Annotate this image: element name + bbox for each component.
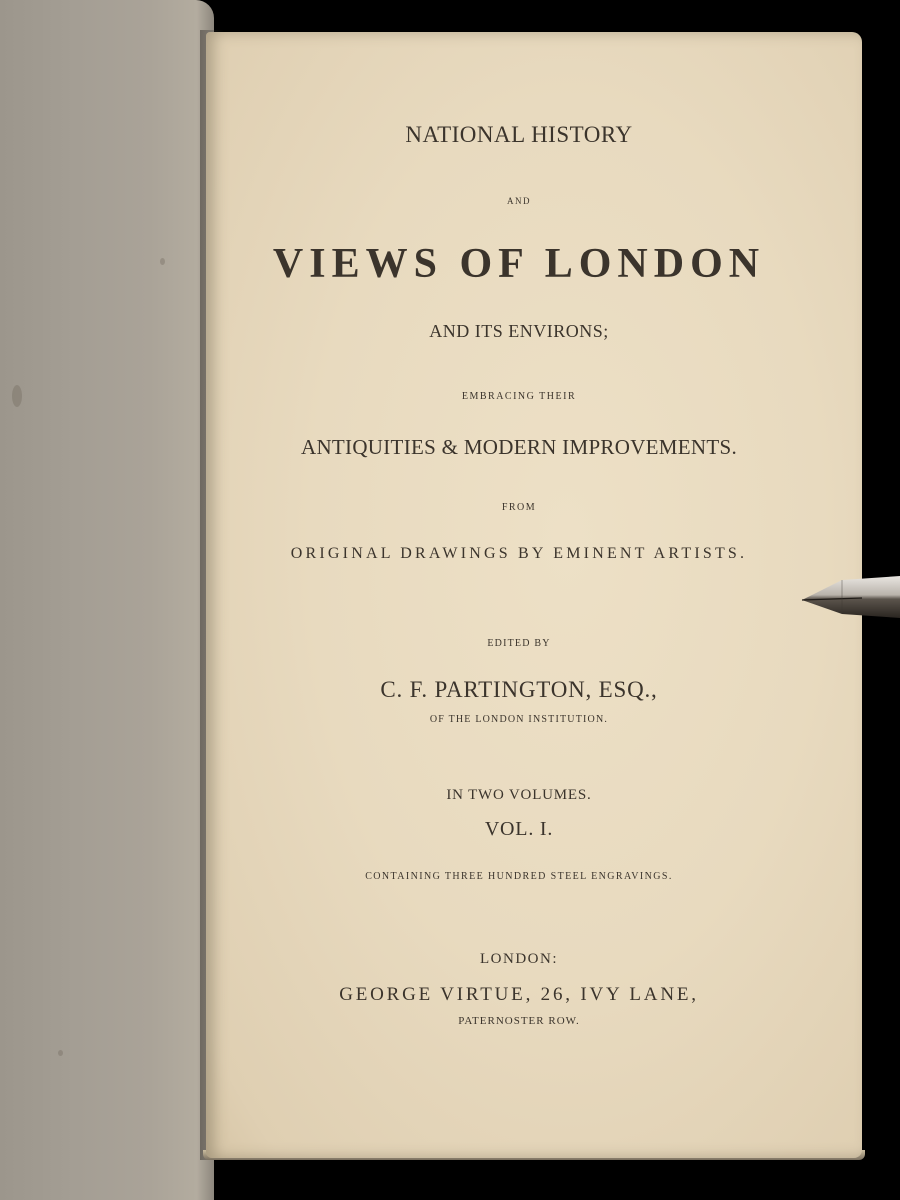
volumes-line: IN TWO VOLUMES. bbox=[446, 787, 592, 803]
containing-line: CONTAINING THREE HUNDRED STEEL ENGRAVINGS. bbox=[365, 871, 673, 882]
publisher-address: PATERNOSTER ROW. bbox=[458, 1015, 580, 1027]
publisher-line: GEORGE VIRTUE, 26, IVY LANE, bbox=[339, 984, 699, 1005]
pen-nib-icon bbox=[802, 574, 900, 622]
editor-name: C. F. PARTINGTON, ESQ., bbox=[380, 677, 658, 702]
edited-by-line: EDITED BY bbox=[487, 638, 551, 649]
original-drawings-line: ORIGINAL DRAWINGS BY EMINENT ARTISTS. bbox=[290, 545, 748, 562]
flyleaf-endpaper bbox=[0, 0, 214, 1200]
imprint-city: LONDON: bbox=[480, 951, 558, 967]
and-line: AND bbox=[507, 196, 531, 206]
environs-line: AND ITS ENVIRONS; bbox=[429, 321, 609, 341]
antiquities-line: ANTIQUITIES & MODERN IMPROVEMENTS. bbox=[300, 435, 738, 459]
volume-number: VOL. I. bbox=[484, 818, 554, 840]
from-line: FROM bbox=[501, 502, 537, 513]
embracing-line: EMBRACING THEIR bbox=[461, 391, 577, 402]
main-title: VIEWS OF LONDON bbox=[272, 241, 766, 287]
editor-institution: OF THE LONDON INSTITUTION. bbox=[429, 714, 609, 725]
title-line: NATIONAL HISTORY bbox=[405, 122, 633, 147]
